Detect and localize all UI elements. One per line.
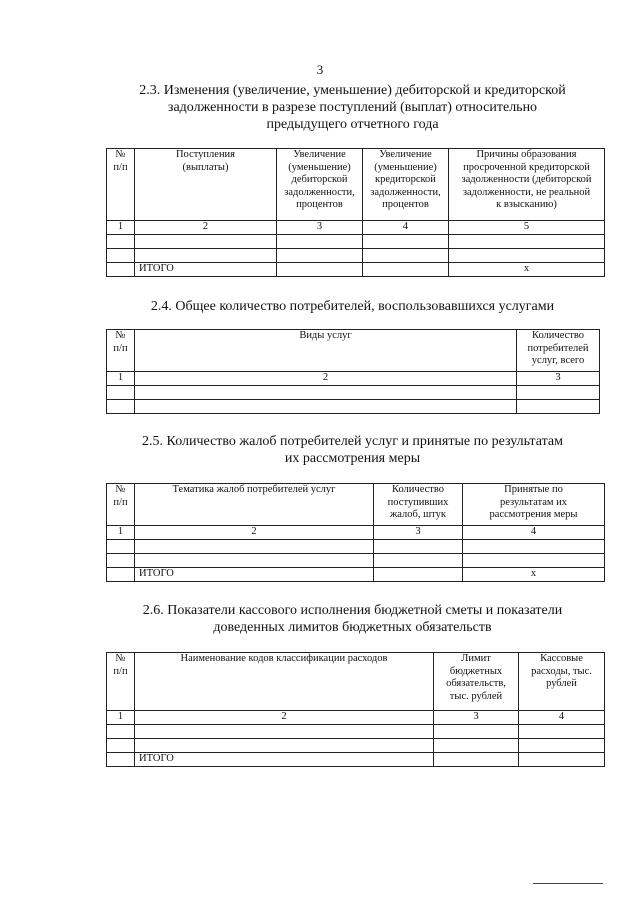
table-header-row [107, 330, 600, 372]
heading-line: их рассмотрения меры [284, 451, 421, 466]
table-2-6 [106, 652, 605, 767]
section-2-3-heading [100, 82, 605, 133]
table-row [107, 400, 600, 414]
table-row [107, 249, 605, 263]
table-row [107, 540, 605, 554]
section-2-5-heading [100, 433, 605, 467]
table-row [107, 739, 605, 753]
table-row [107, 554, 605, 568]
heading-line: предыдущего отчетного года [266, 117, 439, 132]
header-receipts: Поступления (выплаты) [135, 149, 277, 221]
footer-divider [533, 883, 603, 884]
header-service-types: Виды услуг [135, 330, 517, 372]
total-label: ИТОГО [135, 568, 374, 582]
header-number: № п/п [107, 149, 135, 221]
heading-line: 2.5. Количество жалоб потребителей услуг и принятые по результатам [142, 434, 563, 449]
header-number: № п/п [107, 653, 135, 711]
heading-line: 2.4. Общее количество потребителей, воспользовавшихся услугами [150, 299, 555, 314]
heading-line: задолженности в разрезе поступлений (выплат) относительно [167, 100, 538, 115]
table-2-3 [106, 148, 605, 277]
header-number: № п/п [107, 330, 135, 372]
section-2-6-heading [100, 602, 605, 636]
section-2-4-heading [100, 298, 605, 315]
table-row [107, 725, 605, 739]
header-credit-change: Увеличение (уменьшение) кредиторской задолженности, процентов [363, 149, 449, 221]
column-number-row: 1 2 3 4 5 [107, 221, 605, 235]
table-header-row [107, 653, 605, 711]
column-number-row: 1 2 3 4 [107, 526, 605, 540]
header-measures: Принятые по результатам их рассмотрения меры [463, 484, 605, 526]
header-debit-change: Увеличение (уменьшение) дебиторской задолженности, процентов [277, 149, 363, 221]
total-label: ИТОГО [135, 753, 434, 767]
table-header-row [107, 149, 605, 221]
page-number: 3 [316, 62, 324, 77]
total-label: ИТОГО [135, 263, 277, 277]
table-header-row [107, 484, 605, 526]
heading-line: 2.6. Показатели кассового исполнения бюджетной сметы и показатели [142, 603, 563, 618]
header-complaints-count: Количество поступивших жалоб, штук [374, 484, 463, 526]
total-row [107, 263, 605, 277]
total-row [107, 568, 605, 582]
table-2-4 [106, 329, 600, 414]
header-complaint-topics: Тематика жалоб потребителей услуг [135, 484, 374, 526]
column-number-row: 1 2 3 [107, 372, 600, 386]
total-row [107, 753, 605, 767]
heading-line: доведенных лимитов бюджетных обязательств [213, 620, 492, 635]
header-reasons: Причины образования просроченной кредиторской задолженности (дебиторской задолженности, не реальной к взысканию) [449, 149, 605, 221]
column-number-row: 1 2 3 4 [107, 711, 605, 725]
total-mark: x [463, 568, 605, 582]
table-2-5 [106, 483, 605, 582]
header-number: № п/п [107, 484, 135, 526]
table-row [107, 386, 600, 400]
header-consumers-count: Количество потребителей услуг, всего [517, 330, 600, 372]
heading-line: 2.3. Изменения (увеличение, уменьшение) дебиторской и кредиторской [139, 83, 566, 98]
table-row [107, 235, 605, 249]
header-cash-expenses: Кассовые расходы, тыс. рублей [519, 653, 605, 711]
header-expense-codes: Наименование кодов классификации расходов [135, 653, 434, 711]
header-budget-limit: Лимит бюджетных обязательств, тыс. рублей [434, 653, 519, 711]
total-mark: x [449, 263, 605, 277]
